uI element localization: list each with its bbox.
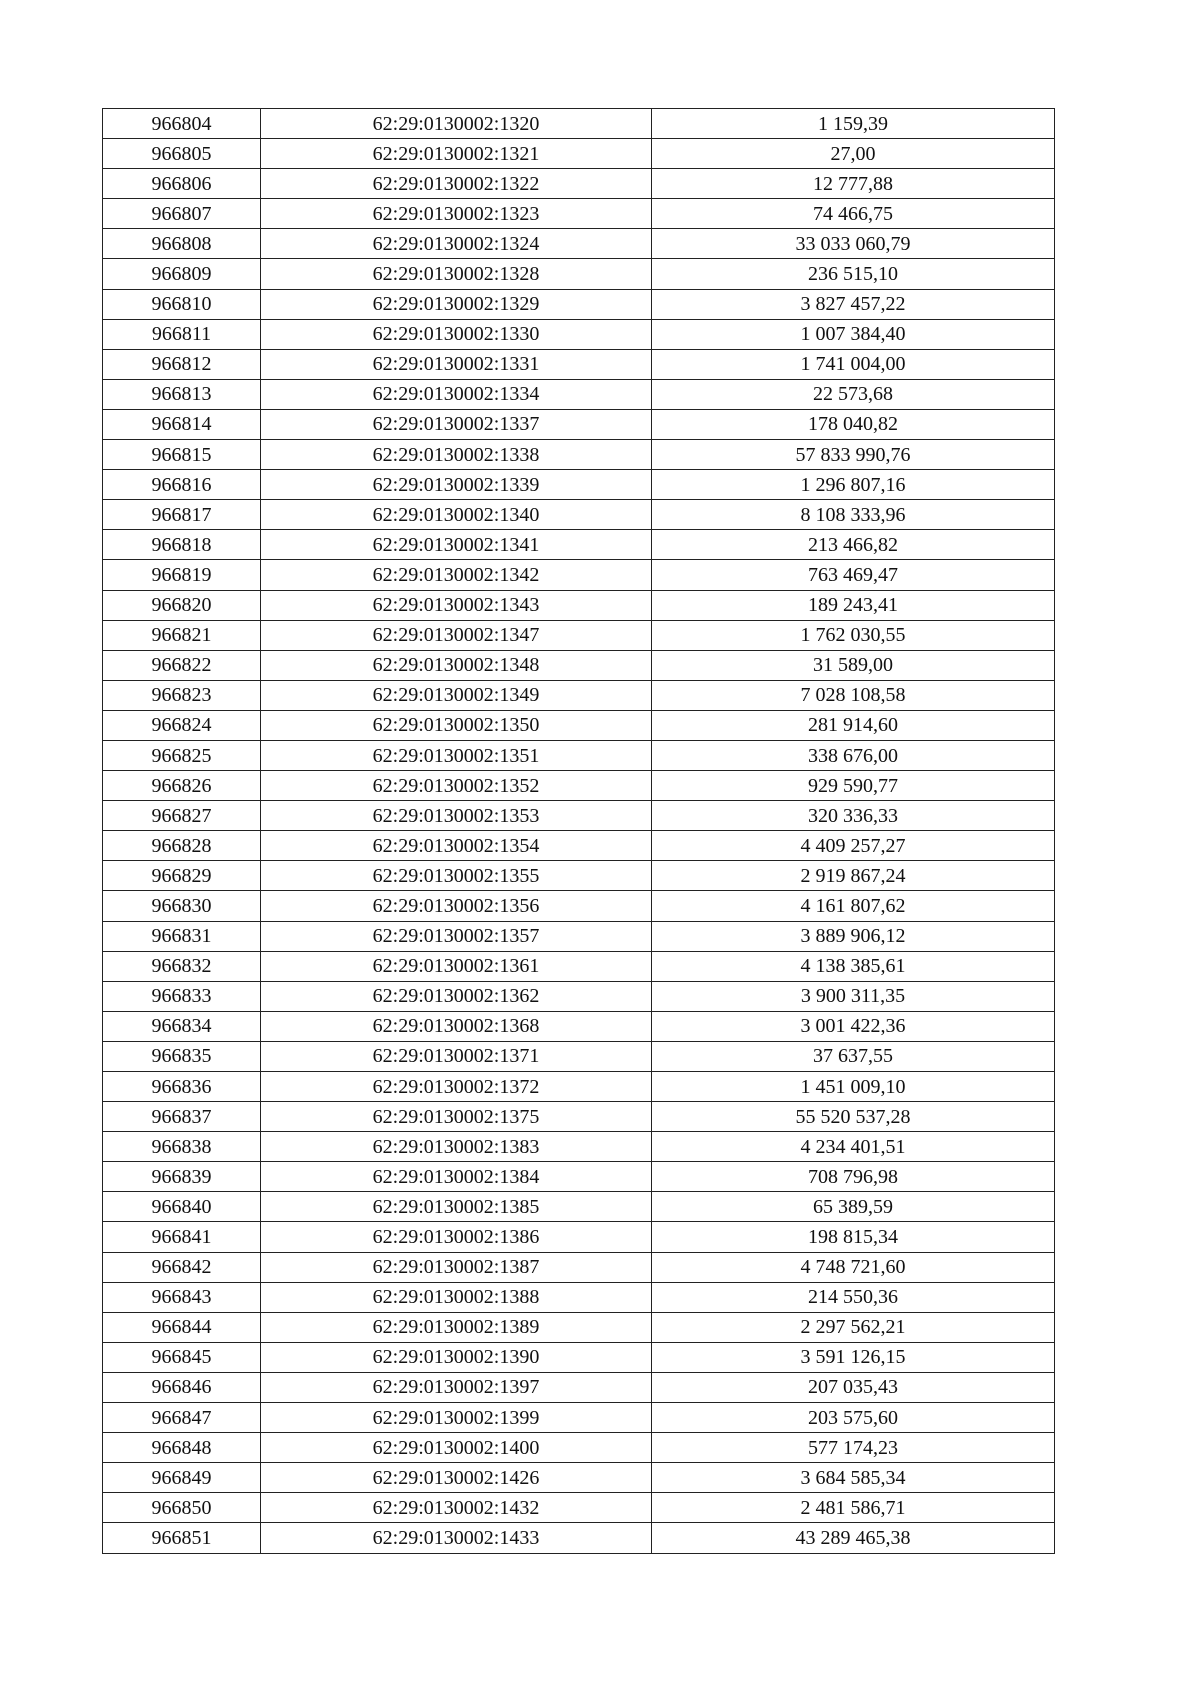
row-number-cell: 966809: [103, 259, 261, 289]
table-row: [103, 1342, 1055, 1372]
table-row: [103, 1252, 1055, 1282]
table-row: [103, 1312, 1055, 1342]
cadastral-number-cell: 62:29:0130002:1337: [261, 409, 652, 439]
table-row: [103, 1372, 1055, 1402]
value-cell: 708 796,98: [652, 1162, 1055, 1192]
table-row: [103, 1433, 1055, 1463]
table-row: [103, 801, 1055, 831]
value-cell: 3 591 126,15: [652, 1342, 1055, 1372]
table-row: [103, 229, 1055, 259]
row-number-cell: 966849: [103, 1463, 261, 1493]
row-number-cell: 966826: [103, 771, 261, 801]
table-row: [103, 1523, 1055, 1553]
table-row: [103, 650, 1055, 680]
value-cell: 7 028 108,58: [652, 680, 1055, 710]
cadastral-number-cell: 62:29:0130002:1343: [261, 590, 652, 620]
value-cell: 4 161 807,62: [652, 891, 1055, 921]
cadastral-number-cell: 62:29:0130002:1385: [261, 1192, 652, 1222]
value-cell: 338 676,00: [652, 740, 1055, 770]
cadastral-number-cell: 62:29:0130002:1375: [261, 1102, 652, 1132]
row-number-cell: 966833: [103, 981, 261, 1011]
value-cell: 4 748 721,60: [652, 1252, 1055, 1282]
value-cell: 281 914,60: [652, 710, 1055, 740]
table-row: [103, 1192, 1055, 1222]
cadastral-number-cell: 62:29:0130002:1349: [261, 680, 652, 710]
row-number-cell: 966830: [103, 891, 261, 921]
row-number-cell: 966848: [103, 1433, 261, 1463]
value-cell: 198 815,34: [652, 1222, 1055, 1252]
row-number-cell: 966807: [103, 199, 261, 229]
cadastral-value-table: [102, 108, 1055, 1554]
row-number-cell: 966843: [103, 1282, 261, 1312]
row-number-cell: 966831: [103, 921, 261, 951]
cadastral-number-cell: 62:29:0130002:1390: [261, 1342, 652, 1372]
row-number-cell: 966818: [103, 530, 261, 560]
row-number-cell: 966811: [103, 319, 261, 349]
row-number-cell: 966839: [103, 1162, 261, 1192]
row-number-cell: 966815: [103, 440, 261, 470]
row-number-cell: 966808: [103, 229, 261, 259]
value-cell: 3 900 311,35: [652, 981, 1055, 1011]
table-row: [103, 319, 1055, 349]
table-row: [103, 139, 1055, 169]
cadastral-number-cell: 62:29:0130002:1355: [261, 861, 652, 891]
cadastral-number-cell: 62:29:0130002:1329: [261, 289, 652, 319]
table-row: [103, 440, 1055, 470]
table-row: [103, 1132, 1055, 1162]
value-cell: 929 590,77: [652, 771, 1055, 801]
table-row: [103, 891, 1055, 921]
table-row: [103, 1011, 1055, 1041]
cadastral-number-cell: 62:29:0130002:1331: [261, 349, 652, 379]
table-row: [103, 740, 1055, 770]
cadastral-number-cell: 62:29:0130002:1399: [261, 1403, 652, 1433]
cadastral-number-cell: 62:29:0130002:1339: [261, 470, 652, 500]
row-number-cell: 966814: [103, 409, 261, 439]
value-cell: 577 174,23: [652, 1433, 1055, 1463]
cadastral-number-cell: 62:29:0130002:1323: [261, 199, 652, 229]
table-row: [103, 259, 1055, 289]
cadastral-number-cell: 62:29:0130002:1342: [261, 560, 652, 590]
value-cell: 22 573,68: [652, 379, 1055, 409]
row-number-cell: 966817: [103, 500, 261, 530]
value-cell: 763 469,47: [652, 560, 1055, 590]
row-number-cell: 966813: [103, 379, 261, 409]
table-row: [103, 861, 1055, 891]
row-number-cell: 966840: [103, 1192, 261, 1222]
value-cell: 31 589,00: [652, 650, 1055, 680]
table-body: [103, 109, 1055, 1554]
row-number-cell: 966841: [103, 1222, 261, 1252]
cadastral-number-cell: 62:29:0130002:1426: [261, 1463, 652, 1493]
table-row: [103, 1282, 1055, 1312]
table-row: [103, 199, 1055, 229]
row-number-cell: 966816: [103, 470, 261, 500]
cadastral-number-cell: 62:29:0130002:1320: [261, 109, 652, 139]
table-row: [103, 771, 1055, 801]
value-cell: 178 040,82: [652, 409, 1055, 439]
value-cell: 55 520 537,28: [652, 1102, 1055, 1132]
row-number-cell: 966828: [103, 831, 261, 861]
value-cell: 213 466,82: [652, 530, 1055, 560]
value-cell: 214 550,36: [652, 1282, 1055, 1312]
value-cell: 2 919 867,24: [652, 861, 1055, 891]
row-number-cell: 966821: [103, 620, 261, 650]
row-number-cell: 966832: [103, 951, 261, 981]
value-cell: 4 409 257,27: [652, 831, 1055, 861]
row-number-cell: 966851: [103, 1523, 261, 1553]
cadastral-number-cell: 62:29:0130002:1328: [261, 259, 652, 289]
table-row: [103, 710, 1055, 740]
table-row: [103, 289, 1055, 319]
value-cell: 74 466,75: [652, 199, 1055, 229]
table-row: [103, 1102, 1055, 1132]
value-cell: 1 451 009,10: [652, 1072, 1055, 1102]
row-number-cell: 966838: [103, 1132, 261, 1162]
cadastral-number-cell: 62:29:0130002:1353: [261, 801, 652, 831]
value-cell: 57 833 990,76: [652, 440, 1055, 470]
cadastral-number-cell: 62:29:0130002:1357: [261, 921, 652, 951]
value-cell: 65 389,59: [652, 1192, 1055, 1222]
cadastral-number-cell: 62:29:0130002:1386: [261, 1222, 652, 1252]
value-cell: 1 159,39: [652, 109, 1055, 139]
cadastral-number-cell: 62:29:0130002:1383: [261, 1132, 652, 1162]
row-number-cell: 966834: [103, 1011, 261, 1041]
row-number-cell: 966845: [103, 1342, 261, 1372]
table-row: [103, 1403, 1055, 1433]
cadastral-number-cell: 62:29:0130002:1348: [261, 650, 652, 680]
cadastral-number-cell: 62:29:0130002:1324: [261, 229, 652, 259]
cadastral-number-cell: 62:29:0130002:1347: [261, 620, 652, 650]
value-cell: 8 108 333,96: [652, 500, 1055, 530]
value-cell: 4 234 401,51: [652, 1132, 1055, 1162]
table-row: [103, 379, 1055, 409]
cadastral-number-cell: 62:29:0130002:1371: [261, 1041, 652, 1071]
row-number-cell: 966850: [103, 1493, 261, 1523]
table-row: [103, 560, 1055, 590]
value-cell: 1 741 004,00: [652, 349, 1055, 379]
table-row: [103, 349, 1055, 379]
table-row: [103, 1493, 1055, 1523]
cadastral-number-cell: 62:29:0130002:1322: [261, 169, 652, 199]
value-cell: 12 777,88: [652, 169, 1055, 199]
row-number-cell: 966829: [103, 861, 261, 891]
cadastral-number-cell: 62:29:0130002:1321: [261, 139, 652, 169]
value-cell: 203 575,60: [652, 1403, 1055, 1433]
row-number-cell: 966804: [103, 109, 261, 139]
cadastral-number-cell: 62:29:0130002:1432: [261, 1493, 652, 1523]
table-row: [103, 620, 1055, 650]
cadastral-number-cell: 62:29:0130002:1350: [261, 710, 652, 740]
row-number-cell: 966837: [103, 1102, 261, 1132]
row-number-cell: 966824: [103, 710, 261, 740]
cadastral-number-cell: 62:29:0130002:1384: [261, 1162, 652, 1192]
table-row: [103, 470, 1055, 500]
cadastral-number-cell: 62:29:0130002:1361: [261, 951, 652, 981]
row-number-cell: 966844: [103, 1312, 261, 1342]
table-row: [103, 590, 1055, 620]
value-cell: 4 138 385,61: [652, 951, 1055, 981]
table-row: [103, 1463, 1055, 1493]
value-cell: 37 637,55: [652, 1041, 1055, 1071]
cadastral-number-cell: 62:29:0130002:1352: [261, 771, 652, 801]
table-row: [103, 530, 1055, 560]
cadastral-number-cell: 62:29:0130002:1356: [261, 891, 652, 921]
cadastral-number-cell: 62:29:0130002:1338: [261, 440, 652, 470]
cadastral-number-cell: 62:29:0130002:1389: [261, 1312, 652, 1342]
value-cell: 207 035,43: [652, 1372, 1055, 1402]
value-cell: 3 001 422,36: [652, 1011, 1055, 1041]
table-row: [103, 1162, 1055, 1192]
row-number-cell: 966819: [103, 560, 261, 590]
value-cell: 3 827 457,22: [652, 289, 1055, 319]
value-cell: 2 297 562,21: [652, 1312, 1055, 1342]
table-row: [103, 1072, 1055, 1102]
value-cell: 43 289 465,38: [652, 1523, 1055, 1553]
row-number-cell: 966847: [103, 1403, 261, 1433]
value-cell: 189 243,41: [652, 590, 1055, 620]
value-cell: 3 889 906,12: [652, 921, 1055, 951]
value-cell: 2 481 586,71: [652, 1493, 1055, 1523]
row-number-cell: 966827: [103, 801, 261, 831]
value-cell: 1 762 030,55: [652, 620, 1055, 650]
row-number-cell: 966820: [103, 590, 261, 620]
cadastral-number-cell: 62:29:0130002:1368: [261, 1011, 652, 1041]
value-cell: 33 033 060,79: [652, 229, 1055, 259]
row-number-cell: 966805: [103, 139, 261, 169]
cadastral-number-cell: 62:29:0130002:1362: [261, 981, 652, 1011]
row-number-cell: 966842: [103, 1252, 261, 1282]
row-number-cell: 966806: [103, 169, 261, 199]
table-row: [103, 831, 1055, 861]
cadastral-number-cell: 62:29:0130002:1340: [261, 500, 652, 530]
table-row: [103, 409, 1055, 439]
table-row: [103, 680, 1055, 710]
cadastral-number-cell: 62:29:0130002:1387: [261, 1252, 652, 1282]
value-cell: 236 515,10: [652, 259, 1055, 289]
row-number-cell: 966846: [103, 1372, 261, 1402]
cadastral-number-cell: 62:29:0130002:1330: [261, 319, 652, 349]
row-number-cell: 966822: [103, 650, 261, 680]
cadastral-number-cell: 62:29:0130002:1354: [261, 831, 652, 861]
cadastral-number-cell: 62:29:0130002:1400: [261, 1433, 652, 1463]
cadastral-number-cell: 62:29:0130002:1372: [261, 1072, 652, 1102]
value-cell: 1 296 807,16: [652, 470, 1055, 500]
row-number-cell: 966812: [103, 349, 261, 379]
cadastral-number-cell: 62:29:0130002:1397: [261, 1372, 652, 1402]
cadastral-number-cell: 62:29:0130002:1341: [261, 530, 652, 560]
table-row: [103, 981, 1055, 1011]
table-row: [103, 500, 1055, 530]
row-number-cell: 966825: [103, 740, 261, 770]
table-row: [103, 921, 1055, 951]
table-row: [103, 1222, 1055, 1252]
value-cell: 1 007 384,40: [652, 319, 1055, 349]
cadastral-number-cell: 62:29:0130002:1351: [261, 740, 652, 770]
row-number-cell: 966835: [103, 1041, 261, 1071]
cadastral-number-cell: 62:29:0130002:1334: [261, 379, 652, 409]
value-cell: 320 336,33: [652, 801, 1055, 831]
table-row: [103, 169, 1055, 199]
cadastral-number-cell: 62:29:0130002:1388: [261, 1282, 652, 1312]
row-number-cell: 966823: [103, 680, 261, 710]
table-row: [103, 1041, 1055, 1071]
table-row: [103, 951, 1055, 981]
row-number-cell: 966810: [103, 289, 261, 319]
value-cell: 27,00: [652, 139, 1055, 169]
cadastral-number-cell: 62:29:0130002:1433: [261, 1523, 652, 1553]
table-row: [103, 109, 1055, 139]
row-number-cell: 966836: [103, 1072, 261, 1102]
value-cell: 3 684 585,34: [652, 1463, 1055, 1493]
